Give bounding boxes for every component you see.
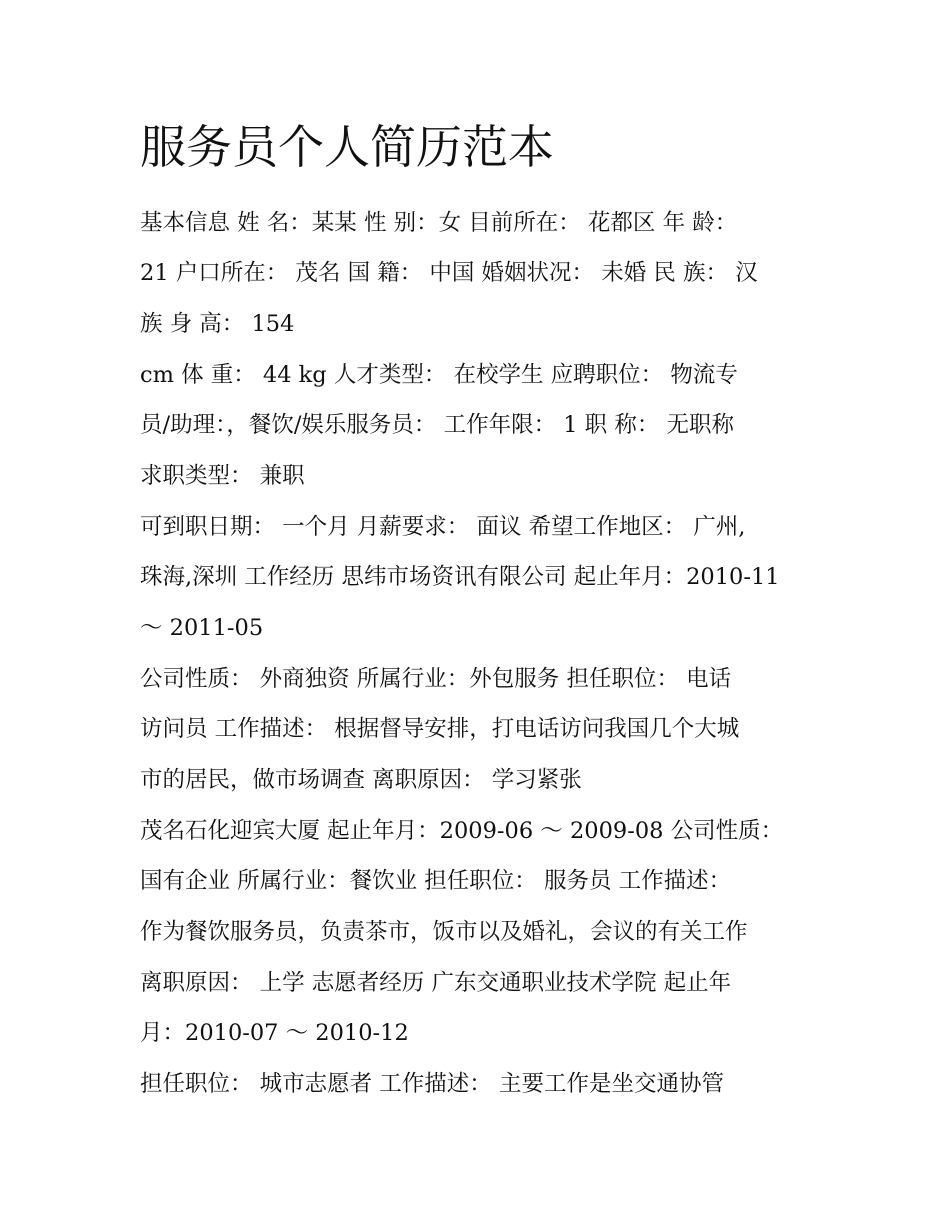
text-line: 公司性质： 外商独资 所属行业：外包服务 担任职位： 电话 (140, 666, 732, 692)
text-line: 基本信息 姓 名：某某 性 别：女 目前所在： 花都区 年 龄： (140, 210, 738, 236)
text-line: 担任职位： 城市志愿者 工作描述： 主要工作是坐交通协管 (140, 1071, 724, 1097)
text-line: 茂名石化迎宾大厦 起止年月：2009-06 ～ 2009-08 公司性质： (140, 818, 784, 844)
text-line: 国有企业 所属行业：餐饮业 担任职位： 服务员 工作描述： (140, 868, 732, 894)
text-line: ～ 2011-05 (140, 615, 264, 641)
text-line: 珠海,深圳 工作经历 思纬市场资讯有限公司 起止年月：2010-11 (140, 564, 780, 590)
text-line: 作为餐饮服务员，负责茶市，饭市以及婚礼，会议的有关工作 (140, 919, 748, 945)
text-line: 可到职日期： 一个月 月薪要求： 面议 希望工作地区： 广州, (140, 514, 746, 540)
text-line: 访问员 工作描述： 根据督导安排，打电话访问我国几个大城 (140, 716, 740, 742)
text-line: 族 身 高： 154 (140, 311, 295, 337)
text-line: 员/助理：，餐饮/娱乐服务员： 工作年限： 1 职 称： 无职称 (140, 412, 734, 438)
text-line: 月：2010-07 ～ 2010-12 (140, 1020, 409, 1046)
document-title: 服务员个人简历范本 (140, 120, 554, 174)
text-line: 离职原因： 上学 志愿者经历 广东交通职业技术学院 起止年 (140, 970, 732, 996)
text-line: 市的居民，做市场调查 离职原因： 学习紧张 (140, 767, 582, 793)
text-line: 21 户口所在： 茂名 国 籍： 中国 婚姻状况： 未婚 民 族： 汉 (140, 260, 758, 286)
text-line: cm 体 重： 44 kg 人才类型： 在校学生 应聘职位： 物流专 (140, 362, 738, 388)
text-line: 求职类型： 兼职 (140, 463, 305, 489)
